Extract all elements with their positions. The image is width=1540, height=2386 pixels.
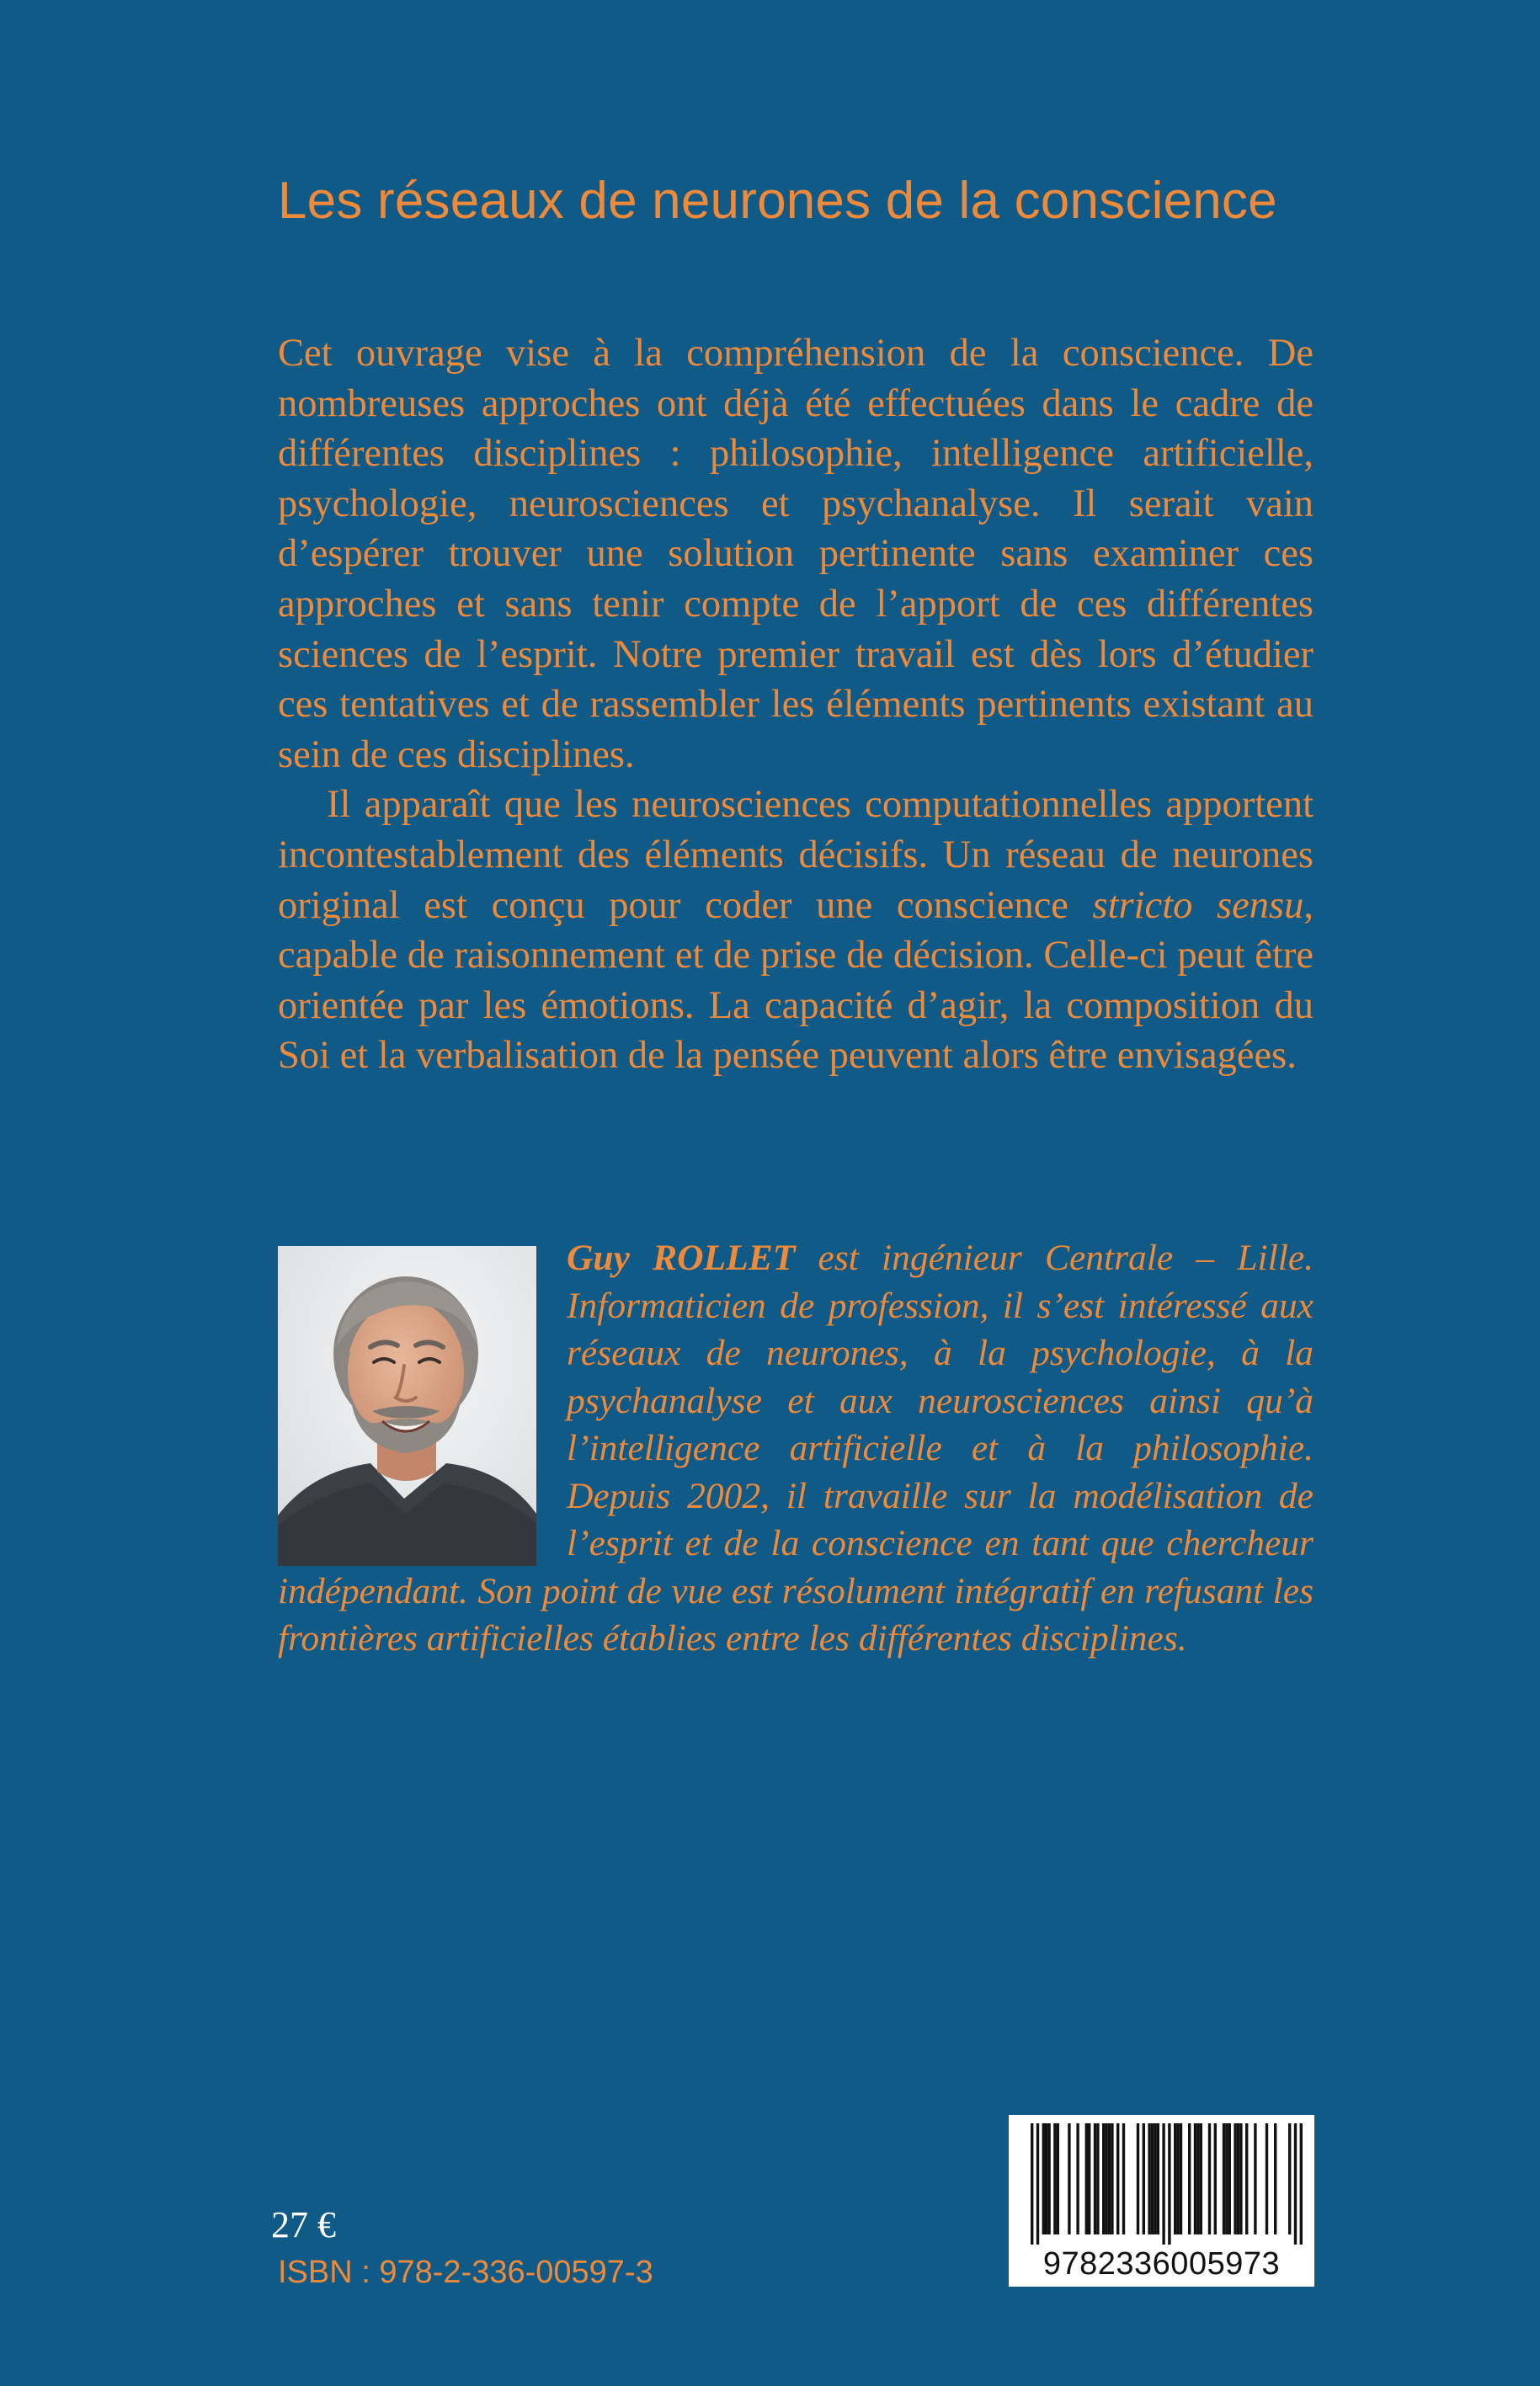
barcode-bar [1239, 2123, 1242, 2234]
isbn-label: ISBN : 978-2-336-00597-3 [278, 2255, 653, 2290]
barcode-bar [1151, 2123, 1154, 2234]
barcode-bar [1076, 2123, 1079, 2234]
barcode-bar [1223, 2123, 1225, 2234]
barcode-bar [1148, 2123, 1150, 2234]
barcode-number: 9782336005973 [1042, 2246, 1281, 2282]
barcode-bar [1096, 2123, 1099, 2234]
barcode-bar [1208, 2123, 1211, 2234]
price-label: 27 € [271, 2204, 336, 2245]
barcode-bar [1180, 2123, 1182, 2234]
barcode-bar [1105, 2123, 1107, 2234]
barcode-bar [1225, 2123, 1228, 2234]
barcode-bar [1053, 2123, 1056, 2234]
barcode-bar [1266, 2123, 1268, 2234]
barcode-bar [1031, 2123, 1033, 2245]
barcode-bar [1094, 2123, 1096, 2234]
barcode-bar [1200, 2123, 1202, 2234]
author-portrait-illustration [278, 1246, 536, 1566]
barcode-bar [1228, 2123, 1231, 2234]
barcode-bar [1245, 2123, 1248, 2234]
book-summary [278, 328, 1314, 1081]
barcode-bar [1116, 2123, 1119, 2234]
summary-paragraph-2-end: , capable de raisonnement et de prise de décision. Celle-ci peut être orientée par les émotions. La capacité d’agir, la composition du Soi et la verbalisation de la pensée peuvent alors être envisagées. [278, 883, 1314, 1078]
barcode-bar [1108, 2123, 1111, 2234]
barcode-bar [1143, 2123, 1145, 2234]
barcode-bar [1274, 2123, 1276, 2234]
barcode-bar [1176, 2123, 1179, 2234]
barcode-bar [1085, 2123, 1088, 2234]
barcode-bar [1057, 2123, 1059, 2234]
barcode-bar [1122, 2123, 1125, 2234]
barcode-bar [1137, 2123, 1139, 2234]
barcode-bar [1157, 2123, 1159, 2234]
barcode-bar [1234, 2123, 1236, 2234]
barcode-bar [1194, 2123, 1196, 2234]
summary-paragraph-2 [278, 780, 1314, 1081]
author-bio [278, 1234, 1314, 1663]
barcode-bar [1294, 2123, 1297, 2245]
summary-paragraph-2-start: Il apparaît que les neurosciences computationnelles apportent incontestablement des éléments décisifs. Un réseau de neurones original est conçu pour coder une conscience [278, 783, 1314, 927]
barcode-bar [1088, 2123, 1090, 2234]
barcode-bar [1045, 2123, 1047, 2234]
barcode-bar [1042, 2123, 1045, 2234]
barcode-bar [1288, 2123, 1291, 2234]
barcode-bar [1047, 2123, 1050, 2234]
summary-emphasis: stricto sensu [1092, 883, 1304, 927]
barcode-bar [1214, 2123, 1217, 2234]
book-title: Les réseaux de neurones de la conscience [278, 172, 1277, 230]
barcode-bar [1111, 2123, 1113, 2234]
barcode-bar [1102, 2123, 1105, 2234]
barcode-bar [1188, 2123, 1191, 2234]
barcode-bar [1068, 2123, 1070, 2234]
barcode-bar [1154, 2123, 1156, 2234]
barcode-bar [1196, 2123, 1199, 2234]
author-bio-text: est ingénieur Centrale – Lille. Informaticien de profession, il s’est intéressé aux réseaux de neurones, à la psychologie, à la psychanalyse et aux neurosciences ainsi qu’à l’intelligence artificielle et à la philosophie. Depuis 2002, il travaille sur la modélisation de l’esprit et de la conscience en tant que chercheur indépendant. Son point de vue est résolument intégratif en refusant les frontières artificielles établies entre les différentes disciplines. [278, 1238, 1314, 1659]
author-name: Guy ROLLET [567, 1238, 796, 1278]
author-photo [278, 1246, 536, 1566]
summary-paragraph-1: Cet ouvrage vise à la compréhension de la conscience. De nombreuses approches ont déjà été effectuées dans le cadre de différentes disciplines : philosophie, intelligence artificielle, psychologie, neurosciences et psychanalyse. Il serait vain d’espérer trouver une solution pertinente sans examiner ces approches et sans tenir compte de l’apport de ces différentes sciences de l’esprit. Notre premier travail est dès lors d’étudier ces tentatives et de rassembler les éléments pertinents existant au sein de ces disciplines. [278, 332, 1314, 776]
barcode-bar [1237, 2123, 1239, 2234]
barcode-bar [1300, 2123, 1303, 2245]
barcode-bar [1254, 2123, 1256, 2234]
barcode-bar [1036, 2123, 1039, 2245]
barcode-bar [1174, 2123, 1176, 2234]
barcode-bars [1015, 2123, 1308, 2245]
barcode-bar [1162, 2123, 1164, 2245]
barcode-bar [1168, 2123, 1170, 2245]
barcode [1009, 2115, 1314, 2287]
